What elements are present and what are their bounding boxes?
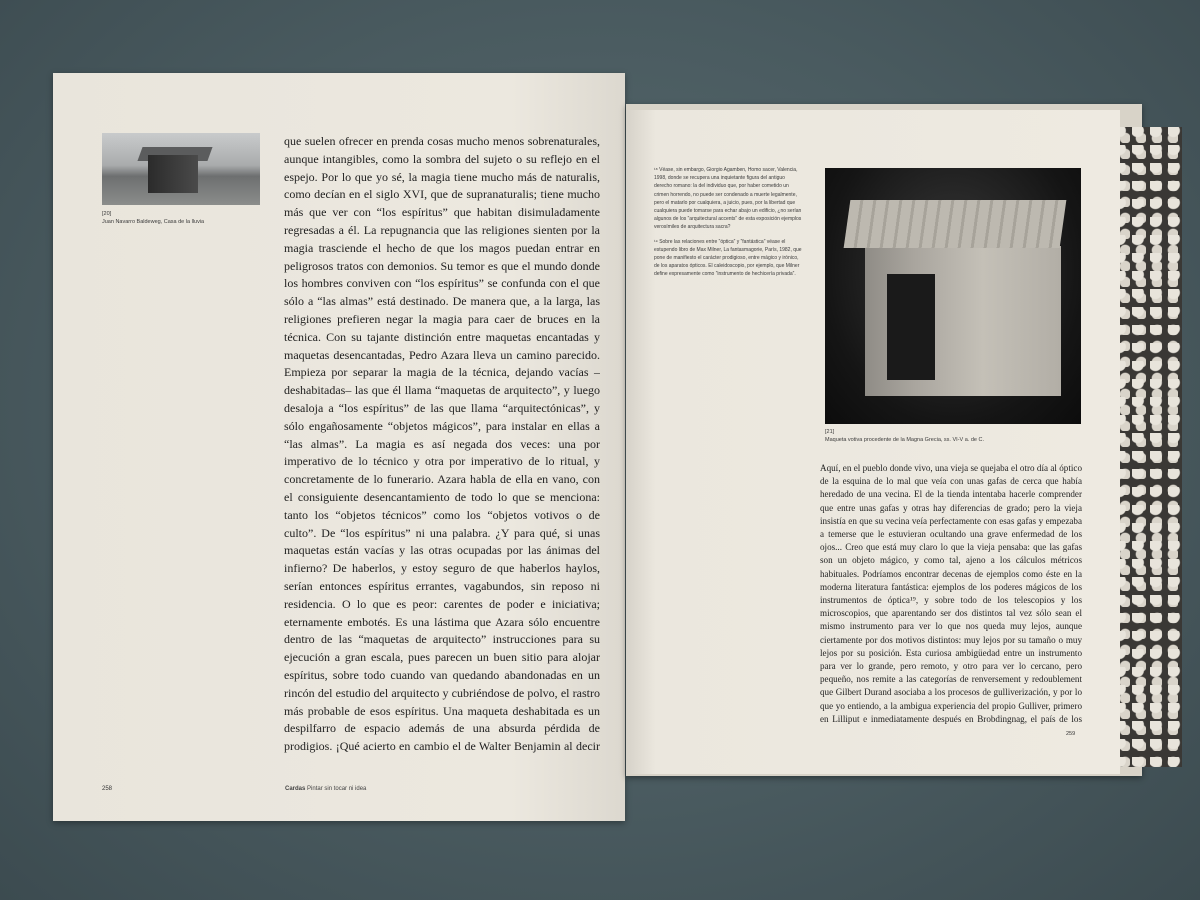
footnote-19: ¹⁹ Sobre las relaciones entre “óptica” y “fantástica” véase el estupendo libro de Max Milner, La fantasmagorie, París, 1982, que pone de manifiesto el carácter prodigioso, entre mágico y irónico, de los aparatos ópticos. El caleidoscopio, por ejemplo, que Milner define expresamente como “instrumento de hechicería privada”.	[654, 238, 802, 278]
house-shape	[148, 155, 198, 193]
left-paragraph-1: que suelen ofrecer en prenda cosas mucho menos sobrenaturales, aunque intangibles, como la sombra del sujeto o su reflejo en el espejo. Por lo que yo sé, la magia tiene mucho más de naturalis, como decían en el siglo XVI, que de supranaturalis; tiene mucho más que ver con “los espíritus” que habitan disimuladamente regresadas a él. La repugnancia que las religiones sienten por la magia trasciende el hecho de que los magos puedan entrar en peligrosos tratos con demonios. Su temor es que el mundo donde los hombres conviven con “los espíritus” se confunda con el que sólo a “las almas” está destinado. De manera que, a la larga, las religiones prefieren negar la magia para caer de bruces en la técnica. Con su tajante distinción entre maquetas encantadas y maquetas desencantadas, Pedro Azara lleva un camino parecido. Empieza por separar la magia de la técnica, dejando vacías –deshabitadas– las que él llama “maquetas de arquitecto”, y luego desaloja a “los espíritus” de las que llama “arquitectónicas”, y sólo engañosamente “objetos mágicos”, para instalar en ellas a “las almas”. La magia es así negada dos veces: una por imperativo de lo técnico y otra por imperativo de lo ritual, y concretamente de lo funerario. Azara habla de ella en vano, con el consiguiente desencantamiento de todo lo que se menciona: tanto los “objetos técnicos” como los “objetos votivos o de culto”. De “los espíritus” ni una palabra. ¿Y para qué, si unas maquetas están vacías y las otras ocupadas por las ánimas del infierno? De haberlos, y estoy seguro de que haberlos haylos, serían entonces espíritus errantes, vagabundos, sin reposo ni residencia. O lo que es peor: carentes de poder e iniciativa; eternamente embotés. Es una lástima que Azara sólo encuentre dentro de las “maquetas de arquitecto” instrucciones para su ejecución a gran escala, pues parecen un buen sitio para alojar espíritus, sobre todo cuando van quedando abandonadas en un rincón del estudio del arquitecto y cubriéndose de polvo, el rastro más probable de esos espíritus. Una maqueta deshabitada es un despilfarro de espacio además de una absurda pérdida de prodigios. ¡Qué acierto en cambio el de Walter Benjamin al decir	[284, 134, 600, 753]
right-page-number: 259	[1066, 731, 1076, 737]
right-figure-caption	[825, 428, 1065, 444]
footnote-18: ¹⁸ Véase, sin embargo, Giorgio Agamben, Homo sacer, Valencia, 1998, donde se recupera una inquietante figura del antiguo derecho romano: la del individuo que, por haber cometido un crimen horrendo, no puede ser condenado a muerte legalmente, pero el matarlo por cualquiera, a juicio, pues, por la libertad que cualquiera puede tomarse para echar abajo un edificio, ¿no serían algunos de los “arquitectural accents” de esta exposición ejemplos verosímiles de arquitectura sacra?	[654, 167, 802, 231]
left-figure-caption	[102, 210, 262, 226]
left-running-footer	[285, 786, 366, 792]
left-figure-number: [20]	[102, 211, 112, 217]
house-photo-thumbnail	[102, 133, 260, 205]
right-figure-number: [21]	[825, 429, 835, 435]
footer-title: Cardas	[285, 786, 306, 792]
left-page-number: 258	[102, 786, 113, 792]
lace-cloth	[1114, 127, 1182, 767]
votive-model-photo	[825, 168, 1081, 424]
footer-subtitle: Pintar sin tocar ni idea	[307, 786, 367, 792]
left-figure-caption-text: Juan Navarro Baldeweg, Casa de la lluvia	[102, 219, 205, 225]
right-footnotes	[654, 166, 802, 285]
model-roof	[844, 200, 1067, 248]
model-door	[887, 274, 935, 380]
right-figure-caption-text: Maqueta votiva procedente de la Magna Grecia, ss. VI-V a. de C.	[825, 437, 984, 443]
right-paragraph: Aquí, en el pueblo donde vivo, una vieja se quejaba el otro día al óptico de la esquina de lo mal que veía con unas gafas de cerca que había heredado de una vecina. El de la tienda intentaba hacerle comprender que entre unas gafas y otras hay diferencias de grado; pero la vieja insistía en que su vecina veía perfectamente con esas gafas y empezaba a temerse que le estuvieran ocultando una grave enfermedad de los ojos... Creo que está muy claro lo que la vieja pensaba: que las gafas son un objeto mágico, y como tal, ajeno a los cálculos métricos habituales. Podríamos encontrar decenas de ejemplos como éste en la moderna literatura fantástica: ejemplos de los poderes mágicos de los instrumentos de óptica¹⁹, y sobre todo de los telescopios y los microscopios, que aparentando ser dos distintos tal vez sólo sean el mismo instrumento para ver lo que nos queda muy lejos, aunque ciertamente por dos motivos distintos: muy lejos por su tamaño o muy lejos por su posición. Esta curiosa ambigüedad entre un instrumento para ver lo grande, pero remoto, y otro para ver lo cercano, pero pequeño, nos remite a las categorías de renversement y redoublement que Gilbert Durand asociaba a los procesos de gulliverización, y por lo que yo entiendo, a la ambigua experiencia del propio Gulliver, primero en Lilliput e inmediatamente después en Brobdingnag, el país de los	[820, 463, 1082, 724]
left-body-text	[284, 133, 600, 753]
right-body-text	[820, 462, 1082, 724]
